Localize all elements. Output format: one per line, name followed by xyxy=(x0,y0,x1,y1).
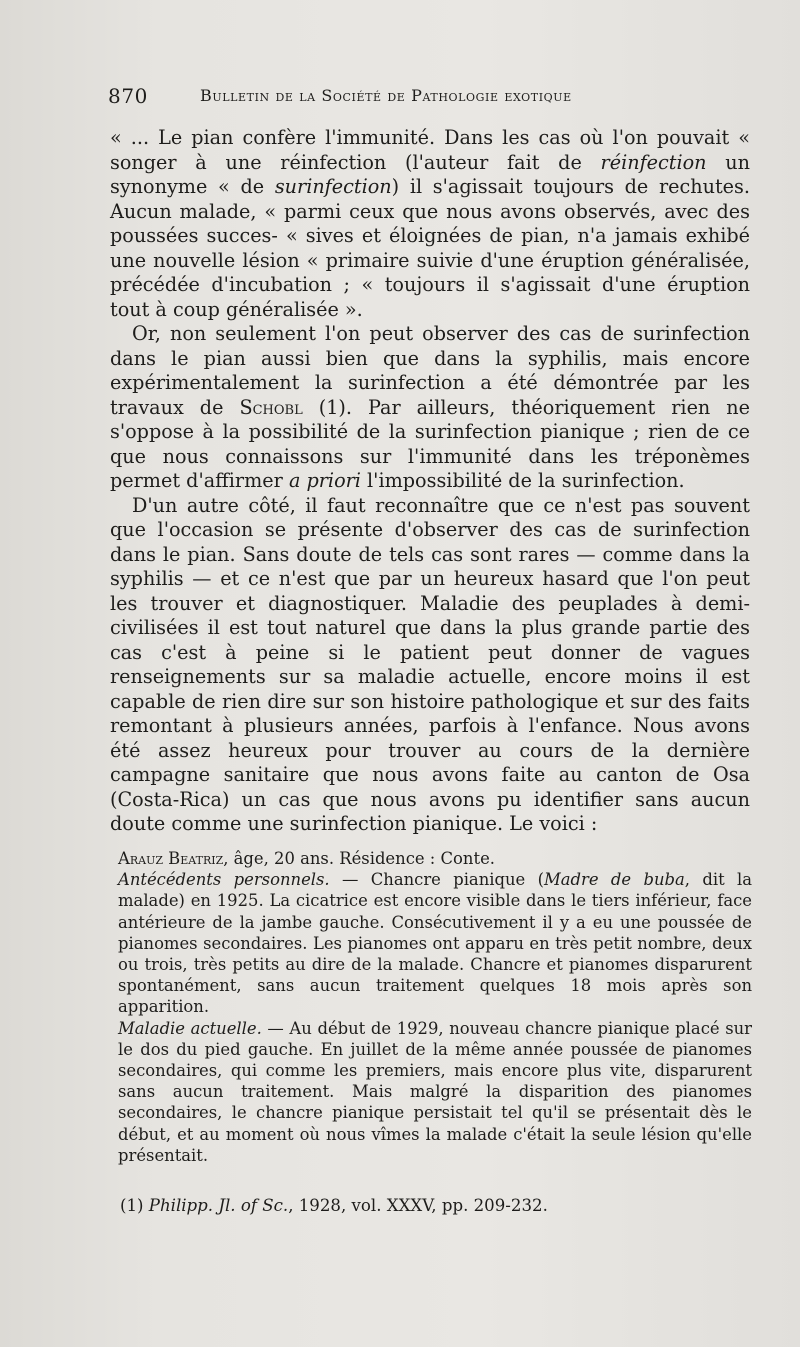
author-name-schobl: Schobl xyxy=(239,395,303,419)
maladie-heading: Maladie actuelle. xyxy=(118,1018,262,1038)
main-text xyxy=(110,126,750,837)
patient-info: , âge, 20 ans. Résidence : Conte. xyxy=(223,849,495,868)
paragraph2-text-c: l'impossibilité de la surinfection. xyxy=(360,469,685,492)
page-number: 870 xyxy=(108,84,148,108)
patient-name: Arauz Beatriz xyxy=(118,849,224,868)
paragraph2-text-b: (1). Par ailleurs, théoriquement rien ne s'oppose à la possibilité de la surinfection pianique ; rien de ce que nous connaissons sur l'immunité dans les tréponèmes permet d'affirmer xyxy=(110,395,750,492)
maladie-text: — Au début de 1929, nouveau chancre pianique placé sur le dos du pied gauche. En juillet de la même année poussée de pianomes secondaires, qui comme les premiers, mais encore plus vite, disparurent sans aucun traitement. Mais malgré la disparition des pianomes secondaires, le chancre pianique persistait tel qu'il se présentait dès le début, et au moment où nous vîmes la malade c'était la seule lésion qu'elle présentait. xyxy=(118,1018,752,1165)
antecedents-text-b: , dit la malade) en 1925. La cicatrice est encore visible dans le tiers inférieur, face antérieure de la jambe gauche. Consécutivement il y a eu une poussée de pianomes secondaires. Les pianomes ont apparu en très petit nombre, deux ou trois, très petits au dire de la malade. Chancre et pianomes disparurent spontanément, sans aucun traitement quelques 18 mois après son apparition. xyxy=(118,870,753,1017)
quote-emphasis-reinfection: réinfection xyxy=(600,150,707,174)
patient-line xyxy=(118,848,752,869)
quote-text-c: ) il s'agissait toujours de rechutes. Aucun malade, « parmi ceux que nous avons observés, avec des poussées succes- « sives et éloignées de pian, n'a jamais exhibé une nouvelle lésion « primaire suivie d'une éruption généralisée, précédée d'incubation ; « toujours il s'agissait d'une éruption tout à coup généralisée ». xyxy=(110,175,750,321)
quotation-paragraph xyxy=(110,126,750,322)
case-report xyxy=(118,848,752,1166)
quote-emphasis-surinfection: surinfection xyxy=(274,175,392,198)
antecedents-heading: Antécédents personnels. xyxy=(118,870,330,890)
footnote-marker: (1) xyxy=(120,1196,149,1215)
antecedents-paragraph xyxy=(118,869,752,1017)
maladie-paragraph xyxy=(118,1018,752,1166)
paragraph-rarity: D'un autre côté, il faut reconnaître que ce n'est pas souvent que l'occasion se présente d'observer des cas de surinfection dans le pian. Sans doute de tels cas sont rares — comme dans la syphilis — et ce n'est que par un heureux hasard que l'on peut les trouver et diagnostiquer. Maladie des peuplades à demi-civilisées il est tout naturel que dans la plus grande partie des cas c'est à peine si le patient peut donner de vagues renseignements sur sa maladie actuelle, encore moins il est capable de rien dire sur son histoire pathologique et sur des faits remontant à plusieurs années, parfois à l'enfance. Nous avons été assez heureux pour trouver au cours de la dernière campagne sanitaire que nous avons faite au canton de Osa (Costa-Rica) un cas que nous avons pu identifier sans aucun doute comme une surinfection pianique. Le voici : xyxy=(110,493,750,835)
paragraph2-emphasis-a-priori: a priori xyxy=(288,469,361,492)
antecedents-emphasis: Madre de buba xyxy=(544,870,685,890)
quote-text-b: un synonyme « de xyxy=(110,150,750,198)
running-title: Bulletin de la Société de Pathologie exotique xyxy=(200,86,572,105)
footnote xyxy=(120,1195,760,1216)
paragraph2-text-a: Or, non seulement l'on peut observer des cas de surinfection dans le pian aussi bien que dans la syphilis, mais encore expérimentalement la surinfection a été démontrée par les travaux de xyxy=(110,322,750,419)
footnote-journal: Philipp. Jl. of Sc. xyxy=(148,1196,289,1215)
paragraph-surinfection xyxy=(110,322,750,494)
quote-text-a: « ... Le pian confère l'immunité. Dans les cas où l'on pouvait « songer à une réinfection (l'auteur fait de xyxy=(110,126,750,174)
antecedents-text-a: — Chancre pianique ( xyxy=(329,870,544,890)
footnote-details: , 1928, vol. XXXV, pp. 209-232. xyxy=(288,1196,548,1215)
